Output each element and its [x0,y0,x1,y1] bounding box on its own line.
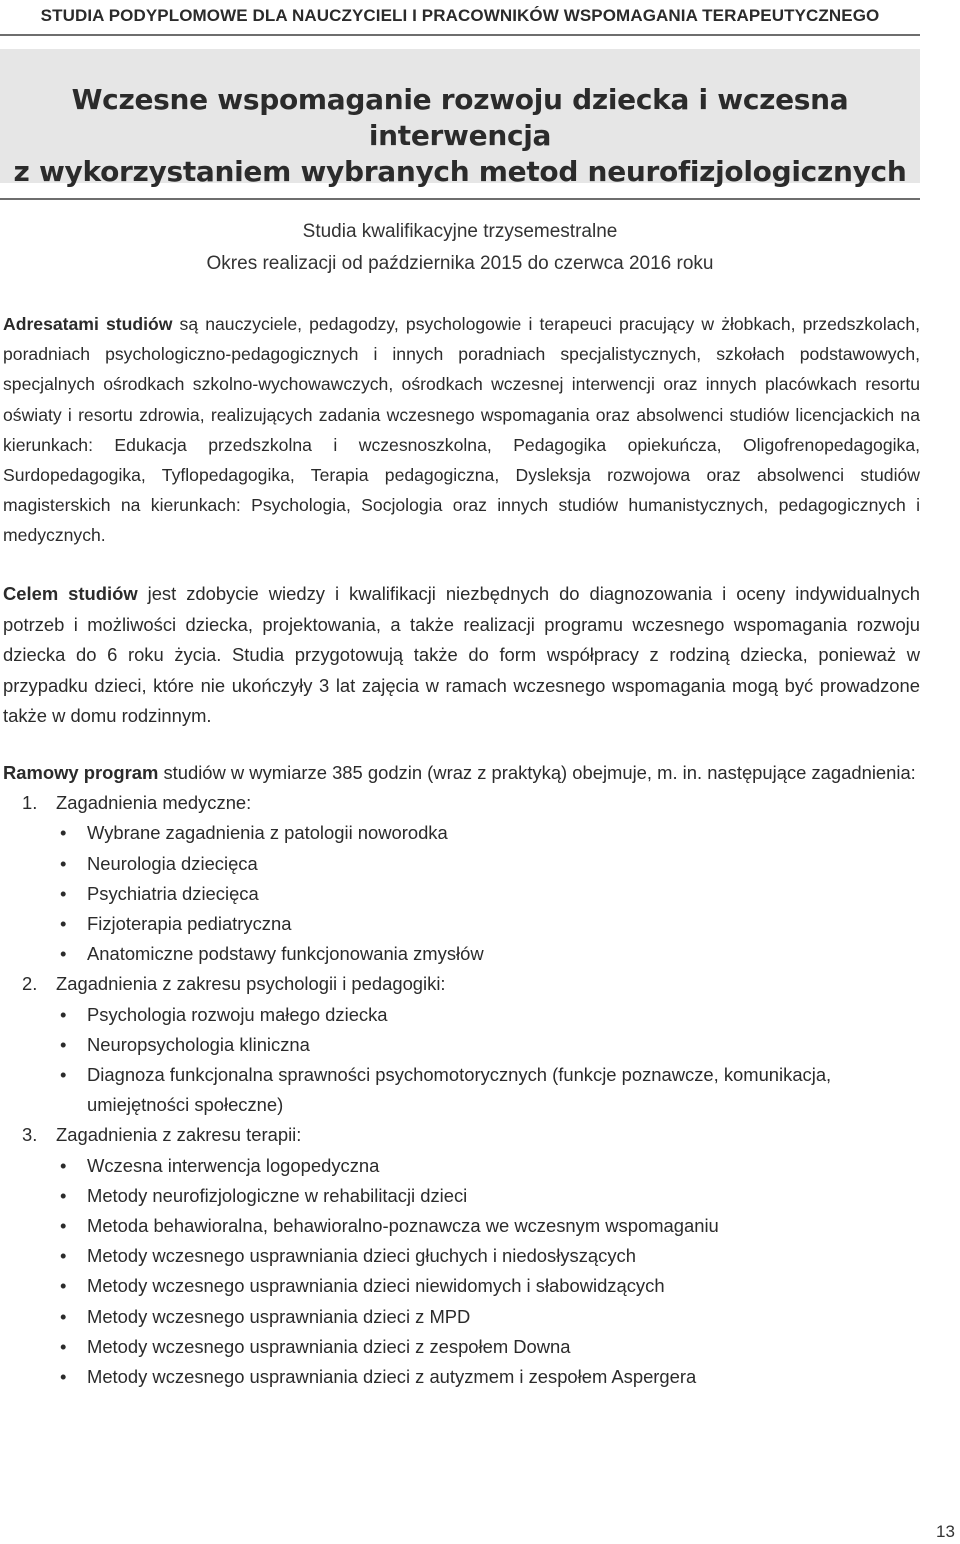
program-groups [3,788,923,1392]
topic-item [56,849,923,879]
topic-item [56,1211,923,1241]
topic-item [56,1000,923,1030]
topic-label: • Metody wczesnego usprawniania dzieci z MPD [87,1305,471,1327]
topic-item [56,1302,923,1332]
topic-label: • Anatomiczne podstawy funkcjonowania zmysłów [87,943,484,965]
topic-item [56,909,923,939]
topic-label: • Neuropsychologia kliniczna [87,1033,310,1055]
group-title: Zagadnienia z zakresu terapii: [56,1124,302,1146]
topic-item [56,939,923,969]
cel-text: jest zdobycie wiedzy i kwalifikacji niezbędnych do diagnozowania i oceny indywidualnych potrzeb i możliwości dziecka, projektowania, a także realizacji programu wczesnego wspomagania rozwoju dziecka do 6 roku życia. Studia przygotowują także do form współpracy z rodziną dziecka, ponieważ w przypadku dzieci, które nie ukończyły 3 lat zajęcia w ramach wczesnego wspomagania mogą być prowadzone także w domu rodzinnym. [3,583,920,727]
subtitle-line-2: Okres realizacji od października 2015 do czerwca 2016 roku [206,253,714,274]
topic-list [56,818,923,969]
topic-item [56,1332,923,1362]
program-group [3,788,923,969]
topic-item [56,879,923,909]
cel-lead: Celem studiów [3,583,138,604]
topic-label: • Psychologia rozwoju małego dziecka [87,1003,388,1025]
page-number: 13 [936,1522,955,1541]
title-divider [0,198,920,200]
topic-label: • Neurologia dziecięca [87,852,258,874]
topic-label: • Metody wczesnego usprawniania dzieci z autyzmem i zespołem Aspergera [87,1366,697,1388]
group-number: 3. [22,1124,38,1146]
group-title: Zagadnienia z zakresu psychologii i pedagogiki: [56,973,446,995]
topic-item [56,1151,923,1181]
adresaci-paragraph [3,309,920,551]
group-title: Zagadnienia medyczne: [56,792,252,814]
page-header: STUDIA PODYPLOMOWE DLA NAUCZYCIELI I PRACOWNIKÓW WSPOMAGANIA TERAPEUTYCZNEGO [40,6,880,25]
cel-paragraph [3,579,920,732]
topic-item [56,1241,923,1271]
program-intro [3,758,923,788]
topic-label: • Wybrane zagadnienia z patologii noworodka [87,822,448,844]
subtitle-line-1: Studia kwalifikacyjne trzysemestralne [302,221,618,242]
program-lead: Ramowy program [3,762,159,783]
adresaci-lead: Adresatami studiów [3,314,173,334]
group-number: 2. [22,973,38,995]
topic-list [56,1000,923,1121]
page-title [0,49,920,190]
topic-item [56,1181,923,1211]
title-line-1: Wczesne wspomaganie rozwoju dziecka i wczesna interwencja [71,83,849,152]
header-divider [0,34,920,36]
topic-item [56,1271,923,1301]
group-number: 1. [22,792,38,814]
program-group [3,1120,923,1392]
topic-label: • Diagnoza funkcjonalna sprawności psychomotorycznych (funkcje poznawcze, komunikacja, umiejętności społeczne) [87,1064,832,1116]
topic-label: • Metody neurofizjologiczne w rehabilitacji dzieci [87,1184,468,1206]
title-box [0,49,920,188]
topic-label: • Metody wczesnego usprawniania dzieci niewidomych i słabowidzących [87,1275,665,1297]
topic-label: • Psychiatria dziecięca [87,882,259,904]
program-group [3,969,923,1120]
topic-list [56,1151,923,1393]
topic-label: • Metody wczesnego usprawniania dzieci z zespołem Downa [87,1335,571,1357]
program-text: studiów w wymiarze 385 godzin (wraz z praktyką) obejmuje, m. in. następujące zagadnienia: [158,762,916,783]
program-section [3,758,923,1392]
topic-item [56,1030,923,1060]
topic-item [56,1362,923,1392]
topic-label: • Metoda behawioralna, behawioralno-poznawcza we wczesnym wspomaganiu [87,1215,719,1237]
topic-label: • Wczesna interwencja logopedyczna [87,1154,380,1176]
topic-item [56,818,923,848]
adresaci-text: są nauczyciele, pedagodzy, psychologowie i terapeuci pracujący w żłobkach, przedszkolach, poradniach psychologiczno-pedagogicznych i innych poradniach specjalistycznych, szkołach podstawowych, specjalnych ośrodkach szkolno-wychowawczych, ośrodkach wczesnej interwencji oraz innych placówkach resortu oświaty i resortu zdrowia, realizujących zadania wczesnego wspomagania oraz absolwenci studiów licencjackich na kierunkach: Edukacja przedszkolna i wczesnoszkolna, Pedagogika opiekuńcza, Oligofrenopedagogika, Surdopedagogika, Tyflopedagogika, Terapia pedagogiczna, Dysleksja rozwojowa oraz absolwenci studiów magisterskich na kierunkach: Psychologia, Socjologia oraz innych studiów humanistycznych, pedagogicznych i medycznych. [3,314,920,546]
topic-label: • Metody wczesnego usprawniania dzieci głuchych i niedosłyszących [87,1245,636,1267]
title-line-2: z wykorzystaniem wybranych metod neurofizjologicznych [13,155,907,188]
topic-label: • Fizjoterapia pediatryczna [87,913,292,935]
topic-item [56,1060,923,1120]
